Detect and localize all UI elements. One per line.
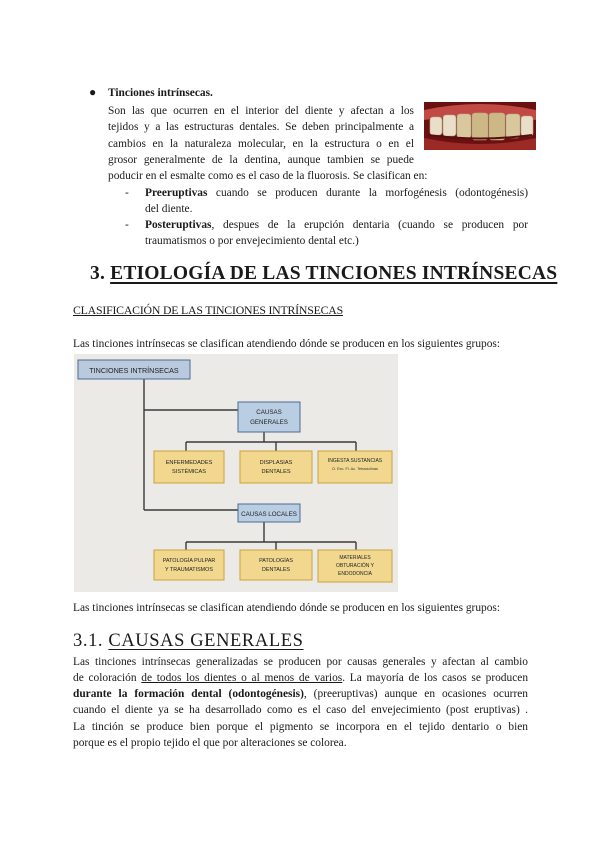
classification-title: CLASIFICACIÓN DE LAS TINCIONES INTRÍNSECAS	[73, 303, 343, 317]
diagram-child-box	[154, 550, 224, 580]
heading-number: 3.	[90, 263, 106, 284]
general-line-6: porque es el propio tejido el que por alteraciones se colorea.	[73, 737, 347, 749]
diagram-child-label: MATERIALES	[339, 555, 371, 561]
general-line-5: La tinción se produce bien porque el pigmento se incorpora en el tejido dentario o bien	[73, 721, 528, 733]
dash-item-preeruptivas	[145, 185, 528, 201]
dash-item-cont: del diente.	[145, 203, 193, 215]
diagram-child-label: SISTÉMICAS	[172, 469, 206, 475]
diagram-caption: Las tinciones intrínsecas se clasifican atendiendo dónde se producen en los siguientes grupos:	[73, 602, 501, 614]
diagram-svg	[74, 354, 398, 592]
dash-icon: -	[125, 187, 129, 199]
bullet-icon: ●	[89, 85, 97, 99]
classification-intro: Las tinciones intrínsecas se clasifican atendiendo dónde se producen en los siguientes grupos:	[73, 338, 501, 350]
diagram-child-sublabel: O. Exc. Fl. Ac. Tetraciclinas	[332, 467, 378, 471]
underlined-run: de todos los dientes o al menos de varios	[141, 672, 343, 684]
teeth-illustration	[424, 102, 536, 150]
diagram-child-label: Y TRAUMATISMOS	[165, 567, 213, 573]
diagram-child-label: DENTALES	[261, 567, 291, 573]
general-line-3	[73, 686, 528, 702]
heading-number: 3.1.	[73, 631, 104, 651]
text-run: , (preeruptivas) aunque en ocasiones ocurren	[303, 688, 528, 700]
diagram-local-label: CAUSAS LOCALES	[241, 511, 297, 518]
diagram-root-label: TINCIONES INTRÍNSECAS	[89, 366, 179, 375]
heading-title: ETIOLOGÍA DE LAS TINCIONES INTRÍNSECAS	[110, 263, 558, 284]
diagram-child-label: ENDODONCIA	[338, 571, 372, 577]
diagram-child-label: OBTURACIÓN Y	[336, 563, 374, 569]
intrinsic-line-1: Son las que ocurren en el interior del diente y afectan a los	[108, 105, 414, 117]
text-run: . La mayoría de los casos se producen	[342, 672, 529, 684]
classification-diagram	[74, 354, 398, 592]
diagram-child-box	[154, 451, 224, 483]
bullet-title: Tinciones intrínsecas.	[108, 87, 213, 99]
dash-item-bold: Preeruptivas	[145, 187, 208, 199]
teeth-photo	[424, 102, 536, 150]
intrinsic-line-3: cambios en la naturaleza molecular, en la estructura o en el	[108, 138, 414, 150]
bold-run: durante la formación dental (odontogénesis)	[73, 688, 304, 700]
intrinsic-line-4: grosor generalmente de la dentina, aunque tambien se puede	[108, 154, 414, 166]
diagram-child-label: DENTALES	[261, 469, 291, 475]
diagram-child-box	[240, 451, 312, 483]
dash-item-rest: , despues de la erupción dentaria (cuando se producen por	[211, 219, 528, 231]
general-line-2	[73, 670, 528, 686]
dash-icon: -	[125, 219, 129, 231]
diagram-general-box	[238, 402, 300, 432]
heading-title: CAUSAS GENERALES	[108, 631, 304, 651]
diagram-child-label: INGESTA SUSTANCIAS	[327, 458, 383, 464]
intrinsic-line-2: tejidos y a las estructuras dentales. Se deben principalmente a	[108, 121, 414, 133]
diagram-general-label-2: GENERALES	[250, 419, 288, 426]
general-line-1: Las tinciones intrínsecas generalizadas se producen por causas generales y afectan al cambio	[73, 656, 528, 668]
diagram-child-box	[240, 550, 312, 580]
diagram-child-label: PATOLOGÍAS	[259, 558, 293, 564]
text-run: de coloración	[73, 672, 142, 684]
section-heading-3-1	[73, 631, 304, 652]
diagram-general-label-1: CAUSAS	[256, 409, 282, 416]
general-line-4: cuando el diente ya se ha desarrollado como es el caso del envejecimiento (post eruptivas) .	[73, 704, 528, 716]
dash-item-rest: cuando se producen durante la morfogénesis (odontogénesis)	[207, 187, 528, 199]
dash-item-bold: Posteruptivas	[145, 219, 212, 231]
dash-item-posteruptivas	[145, 217, 528, 233]
diagram-child-label: PATOLOGÍA PULPAR	[162, 558, 216, 564]
diagram-child-label: ENFERMEDADES	[165, 460, 213, 466]
diagram-child-label: DISPLASIAS	[259, 460, 293, 466]
dash-item-cont: traumatismos o por envejecimiento dental etc.)	[145, 235, 359, 247]
section-heading-3	[90, 263, 557, 285]
intrinsic-line-5: poducir en el esmalte como es el caso de la fluorosis. Se clasifican en:	[108, 170, 428, 182]
